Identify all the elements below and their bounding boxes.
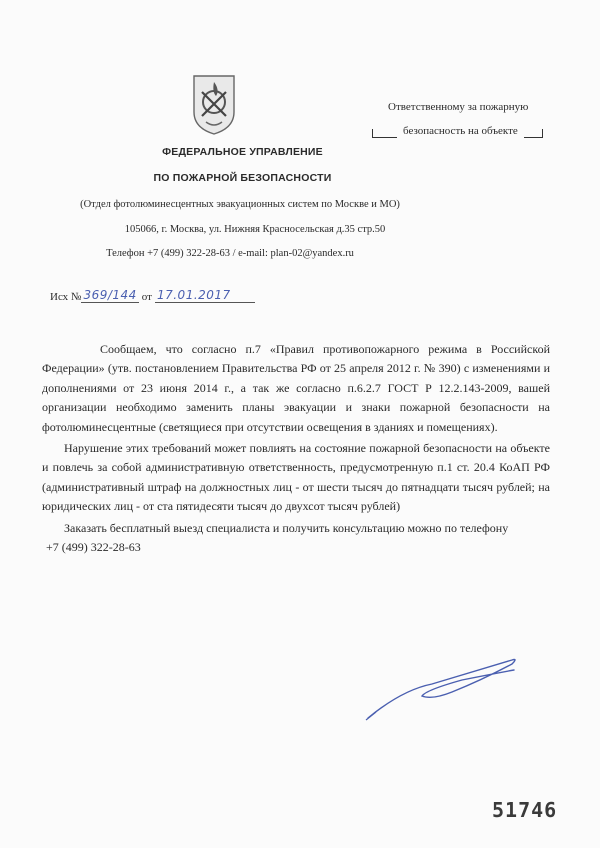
bracket-right: [524, 129, 543, 138]
ref-date-value: 17.01.2017: [155, 288, 255, 303]
bracket-left: [372, 129, 397, 138]
ref-number-label: Исх №: [50, 291, 82, 303]
org-title-line-1: ФЕДЕРАЛЬНОЕ УПРАВЛЕНИЕ: [162, 146, 323, 158]
org-address: 105066, г. Москва, ул. Нижняя Красносельская д.35 стр.50: [124, 224, 386, 235]
letter-body: [42, 340, 550, 557]
body-paragraph-2: Нарушение этих требований может повлиять на состояние пожарной безопасности на объекте и повлечь за собой административную ответственность, предусмотренную п.1 ст. 20.4 КоАП РФ (административный штраф на должностных лиц - от шести тысяч до пятнадцати тысяч рублей; на юридических лиц - от ста пятидесяти тысяч до двухсот тысяч рублей): [42, 441, 550, 514]
body-paragraph-3: Заказать бесплатный выезд специалиста и получить консультацию можно по телефону: [64, 520, 509, 535]
org-contacts: Телефон +7 (499) 322-28-63 / e-mail: plan-02@yandex.ru: [106, 248, 354, 259]
org-title-line-2: ПО ПОЖАРНОЙ БЕЗОПАСНОСТИ: [153, 172, 332, 184]
contact-phone: +7 (499) 322-28-63: [46, 540, 141, 555]
fire-service-emblem-icon: [190, 72, 238, 136]
body-paragraph-1: Сообщаем, что согласно п.7 «Правил противопожарного режима в Российской Федерации» (утв. постановлением Правительства РФ от 25 апреля 2012 г. № 390) с изменениями и дополнениями от 23 июня 2014 г., а так же согласно п.6.2.7 ГОСТ Р 12.2.143-2009, вашей организации необходимо заменить планы эвакуации и знаки пожарной безопасности на фотолюминесцентные (светящиеся при отсутствии освещения в зданиях и помещениях).: [42, 342, 550, 434]
department-name: (Отдел фотолюминесцентных эвакуационных систем по Москве и МО): [80, 199, 400, 210]
document-number: 51746: [492, 798, 558, 822]
addressee-line-2: безопасность на объекте: [403, 125, 518, 137]
outgoing-reference: [50, 288, 255, 303]
addressee-line-1: Ответственному за пожарную: [388, 101, 529, 113]
addressee-block: [372, 100, 547, 138]
addressee-line-2-row: [372, 124, 547, 138]
ref-date-label: от: [141, 291, 152, 303]
handwritten-signature: [362, 650, 522, 725]
ref-number-value: 369/144: [83, 288, 137, 302]
